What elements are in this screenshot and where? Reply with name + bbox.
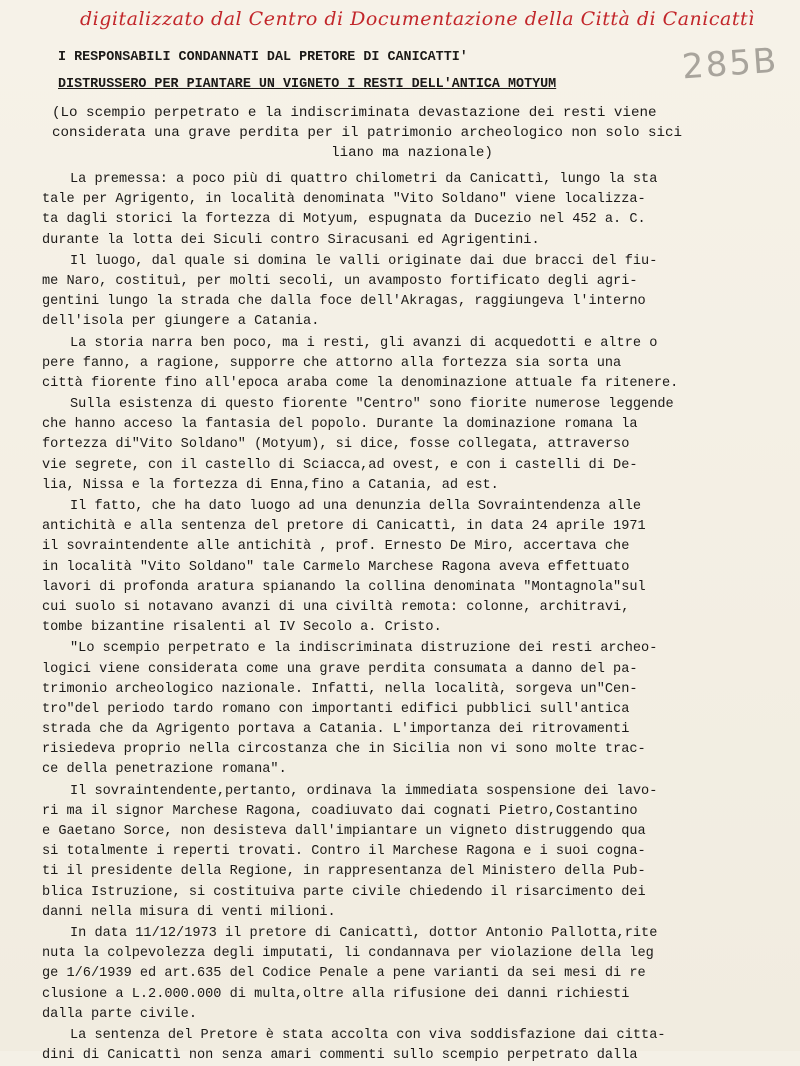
subtitle	[52, 103, 772, 163]
text-line: antichità e alla sentenza del pretore di Canicattì, in data 24 aprile 1971	[42, 519, 646, 535]
text-line: che hanno acceso la fantasia del popolo. Durante la dominazione romana la	[42, 417, 638, 433]
text-line: "Lo scempio perpetrato e la indiscriminata distruzione dei resti archeo-	[70, 641, 658, 657]
text-line: cui suolo si notavano avanzi di una civiltà remota: colonne, architravi,	[42, 599, 630, 615]
paragraph	[42, 782, 787, 923]
text-line: ge 1/6/1939 ed art.635 del Codice Penale a pene varianti da sei mesi di re	[42, 966, 646, 982]
text-line: il sovraintendente alle antichità , prof. Ernesto De Miro, accertava che	[42, 539, 630, 555]
text-line: fortezza di"Vito Soldano" (Motyum), si dice, fosse collegata, attraverso	[42, 437, 630, 453]
text-line: ti il presidente della Regione, in rappresentanza del Ministero della Pub-	[42, 864, 646, 880]
text-line: logici viene considerata come una grave perdita consumata a danno del pa-	[42, 661, 638, 677]
text-line: città fiorente fino all'epoca araba come la denominazione attuale fa ritenere.	[42, 375, 679, 391]
text-line: lavori di profonda aratura spianando la collina denominata "Montagnola"sul	[42, 579, 646, 595]
text-line: dell'isola per giungere a Catania.	[42, 314, 320, 330]
text-line: Sulla esistenza di questo fiorente "Centro" sono fiorite numerose leggende	[70, 397, 674, 413]
text-line: danni nella misura di venti milioni.	[42, 904, 336, 920]
paragraph	[42, 639, 787, 780]
text-line: ta dagli storici la fortezza di Motyum, espugnata da Ducezio nel 452 a. C.	[42, 212, 646, 228]
article-body	[42, 170, 787, 1066]
text-line: clusione a L.2.000.000 di multa,oltre alla rifusione dei danni richiesti	[42, 986, 630, 1002]
text-line: si totalmente i reperti trovati. Contro il Marchese Ragona e i suoi cogna-	[42, 844, 646, 860]
paragraph	[42, 334, 787, 395]
text-line: La sentenza del Pretore è stata accolta con viva soddisfazione dai citta-	[70, 1027, 666, 1043]
paragraph	[42, 170, 787, 251]
text-line: ce della penetrazione romana".	[42, 762, 287, 778]
text-line: strada che da Agrigento portava a Catania. L'importanza dei ritrovamenti	[42, 722, 630, 738]
text-line: tale per Agrigento, in località denominata "Vito Soldano" viene localizza-	[42, 192, 646, 208]
text-line: trimonio archeologico nazionale. Infatti, nella località, sorgeva un"Cen-	[42, 681, 638, 697]
text-line: tro"del periodo tardo romano con importanti edifici pubblici sull'antica	[42, 701, 630, 717]
text-line: La premessa: a poco più di quattro chilometri da Canicattì, lungo la sta	[70, 172, 658, 187]
text-line: blica Istruzione, si costituiva parte civile chiedendo il risarcimento dei	[42, 884, 646, 900]
text-line: lia, Nissa e la fortezza di Enna,fino a Catania, ad est.	[42, 477, 499, 493]
subtitle-line: considerata una grave perdita per il patrimonio archeologico non solo sici	[52, 125, 683, 141]
text-line: Il luogo, dal quale si domina le valli originate dai due bracci del fiu-	[70, 253, 658, 269]
paragraph	[42, 497, 787, 638]
text-line: pere fanno, a ragione, supporre che attorno alla fortezza sia sorta una	[42, 355, 622, 371]
text-line: dalla parte civile.	[42, 1006, 197, 1022]
text-line: nuta la colpevolezza degli imputati, li condannava per violazione della leg	[42, 946, 654, 962]
text-line: e Gaetano Sorce, non desisteva dall'impiantare un vigneto distruggendo qua	[42, 824, 646, 839]
text-line: durante la lotta dei Siculi contro Siracusani ed Agrigentini.	[42, 232, 540, 248]
text-line: La storia narra ben poco, ma i resti, gli avanzi di acquedotti e altre o	[70, 335, 658, 351]
text-line: Il sovraintendente,pertanto, ordinava la immediata sospensione dei lavo-	[70, 783, 658, 799]
paragraph	[42, 924, 787, 1025]
paragraph	[42, 395, 787, 496]
text-line: in località "Vito Soldano" tale Carmelo Marchese Ragona aveva effettuato	[42, 559, 630, 575]
paragraph	[42, 252, 787, 333]
headline-line-2: DISTRUSSERO PER PIANTARE UN VIGNETO I RESTI DELL'ANTICA MOTYUM	[58, 77, 557, 92]
archive-number-stamp: 285B	[680, 40, 780, 88]
text-line: ri ma il signor Marchese Ragona, coadiuvato dai cognati Pietro,Costantino	[42, 803, 638, 819]
text-line: dini di Canicattì non senza amari commenti sullo scempio perpetrato dalla	[42, 1048, 638, 1064]
text-line: tombe bizantine risalenti al IV Secolo a. Cristo.	[42, 620, 442, 636]
text-line: Il fatto, che ha dato luogo ad una denunzia della Sovraintendenza alle	[70, 499, 642, 514]
text-line: gentini lungo la strada che dalla foce dell'Akragas, raggiungeva l'interno	[42, 294, 646, 310]
headline-line-1: I RESPONSABILI CONDANNATI DAL PRETORE DI CANICATTI'	[58, 50, 468, 65]
subtitle-line: liano ma nazionale)	[331, 145, 493, 161]
digitization-watermark: digitalizzato dal Centro di Documentazione della Città di Canicattì	[80, 8, 755, 30]
subtitle-line: (Lo scempio perpetrato e la indiscriminata devastazione dei resti viene	[52, 105, 657, 121]
paragraph	[42, 1026, 787, 1066]
text-line: me Naro, costituì, per molti secoli, un avamposto fortificato degli agri-	[42, 273, 638, 289]
text-line: vie segrete, con il castello di Sciacca,ad ovest, e con i castelli di De-	[42, 457, 638, 473]
text-line: In data 11/12/1973 il pretore di Canicattì, dottor Antonio Pallotta,rite	[70, 925, 658, 941]
text-line: risiedeva proprio nella circostanza che in Sicilia non vi sono molte trac-	[42, 742, 646, 758]
